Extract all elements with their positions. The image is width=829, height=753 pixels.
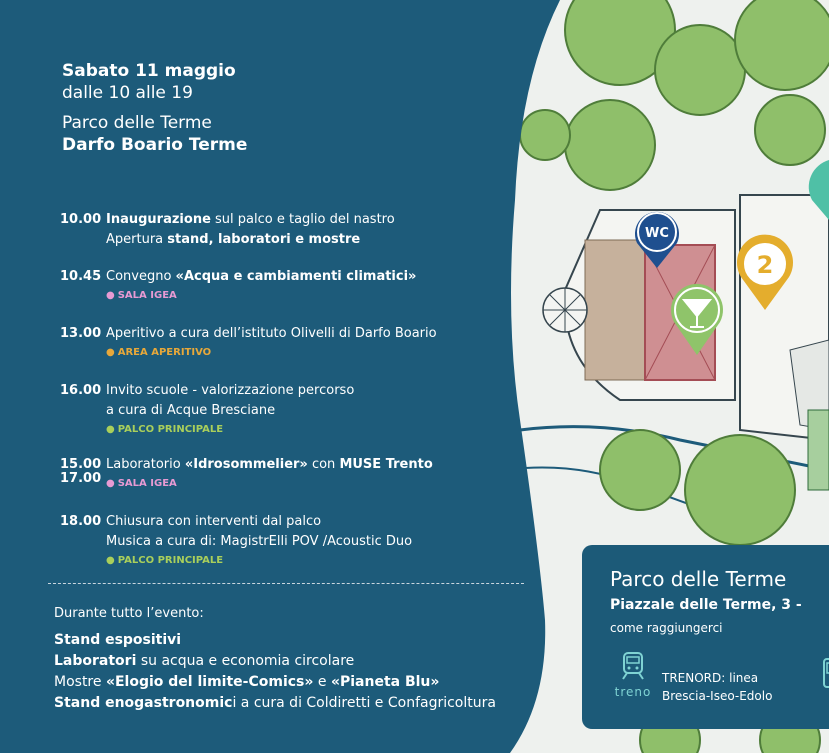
event-town: Darfo Boario Terme bbox=[62, 135, 248, 155]
card-address: Piazzale delle Terme, 3 - bbox=[610, 597, 802, 613]
event-date: Sabato 11 maggio bbox=[62, 61, 236, 81]
bus-icon bbox=[822, 657, 829, 695]
schedule-location bbox=[106, 345, 506, 361]
divider bbox=[48, 583, 524, 584]
train-details bbox=[662, 669, 772, 705]
schedule-text: Convegno bbox=[106, 269, 176, 284]
during-event-intro: Durante tutto l’evento: bbox=[54, 606, 204, 621]
schedule-location bbox=[106, 553, 506, 569]
schedule-title: «Idrosommelier» bbox=[184, 457, 308, 472]
map-pin-icon: ● bbox=[106, 347, 115, 358]
schedule-location bbox=[106, 422, 506, 438]
footer-item: Stand enogastronomic bbox=[54, 695, 233, 711]
event-header bbox=[62, 60, 247, 156]
footer-text: e bbox=[313, 674, 331, 690]
footer-text: Mostre bbox=[54, 674, 106, 690]
schedule-time: 18.00 bbox=[60, 514, 102, 529]
schedule-location bbox=[106, 476, 506, 492]
schedule-time: 16.00 bbox=[60, 383, 102, 398]
footer-item: Stand espositivi bbox=[54, 632, 182, 648]
location-label: AREA APERITIVO bbox=[117, 347, 212, 358]
train-info bbox=[610, 651, 656, 699]
schedule-title: «Acqua e cambiamenti climatici» bbox=[175, 269, 417, 284]
map-pin-icon: ● bbox=[106, 290, 115, 301]
location-label: PALCO PRINCIPALE bbox=[117, 424, 224, 435]
footer-item: «Pianeta Blu» bbox=[330, 674, 440, 690]
schedule-text: con bbox=[307, 457, 340, 472]
schedule-text: sul palco e taglio del nastro bbox=[210, 212, 395, 227]
schedule-time: 10.45 bbox=[60, 269, 102, 284]
schedule-title: stand, laboratori e mostre bbox=[167, 232, 361, 247]
schedule-time: 10.00 bbox=[60, 212, 102, 227]
schedule-location bbox=[106, 288, 506, 304]
schedule-text: Chiusura con interventi dal palco bbox=[106, 514, 322, 529]
footer-item: Laboratori bbox=[54, 653, 137, 669]
schedule-time: 15.00 bbox=[60, 457, 102, 472]
schedule-text: Apertura bbox=[106, 232, 168, 247]
card-howto: come raggiungerci bbox=[610, 621, 723, 635]
location-label: PALCO PRINCIPALE bbox=[117, 555, 224, 566]
train-icon bbox=[619, 651, 647, 681]
footer-text: i a cura di Coldiretti e Confagricoltura bbox=[232, 695, 496, 711]
schedule-text: Aperitivo a cura dell’istituto Olivelli di Darfo Boario bbox=[106, 326, 437, 341]
schedule-text: Musica a cura di: MagistrElli POV /Acoustic Duo bbox=[106, 534, 413, 549]
card-title: Parco delle Terme bbox=[610, 567, 787, 591]
schedule-text: Invito scuole - valorizzazione percorso bbox=[106, 383, 355, 398]
train-label: treno bbox=[614, 685, 652, 699]
event-hours: dalle 10 alle 19 bbox=[62, 83, 193, 103]
schedule-time: 13.00 bbox=[60, 326, 102, 341]
train-route: Brescia-Iseo-Edolo bbox=[662, 689, 773, 703]
location-label: SALA IGEA bbox=[117, 290, 177, 301]
location-label: SALA IGEA bbox=[117, 478, 177, 489]
map-pin-icon: ● bbox=[106, 424, 115, 435]
schedule-text: a cura di Acque Bresciane bbox=[106, 403, 276, 418]
location-card bbox=[582, 545, 829, 729]
schedule-text: Laboratorio bbox=[106, 457, 185, 472]
during-event bbox=[54, 603, 496, 714]
map-pin-icon: ● bbox=[106, 478, 115, 489]
schedule-title: Inaugurazione bbox=[106, 212, 211, 227]
footer-item: «Elogio del limite-Comics» bbox=[105, 674, 314, 690]
wc-label: WC bbox=[645, 226, 669, 241]
schedule-time-end: 17.00 bbox=[60, 471, 102, 486]
footer-text: su acqua e economia circolare bbox=[136, 653, 355, 669]
marker-number: 2 bbox=[756, 251, 774, 279]
train-line: TRENORD: linea bbox=[662, 671, 759, 685]
map-pin-icon: ● bbox=[106, 555, 115, 566]
event-venue: Parco delle Terme bbox=[62, 113, 212, 133]
schedule-title: MUSE Trento bbox=[339, 457, 433, 472]
